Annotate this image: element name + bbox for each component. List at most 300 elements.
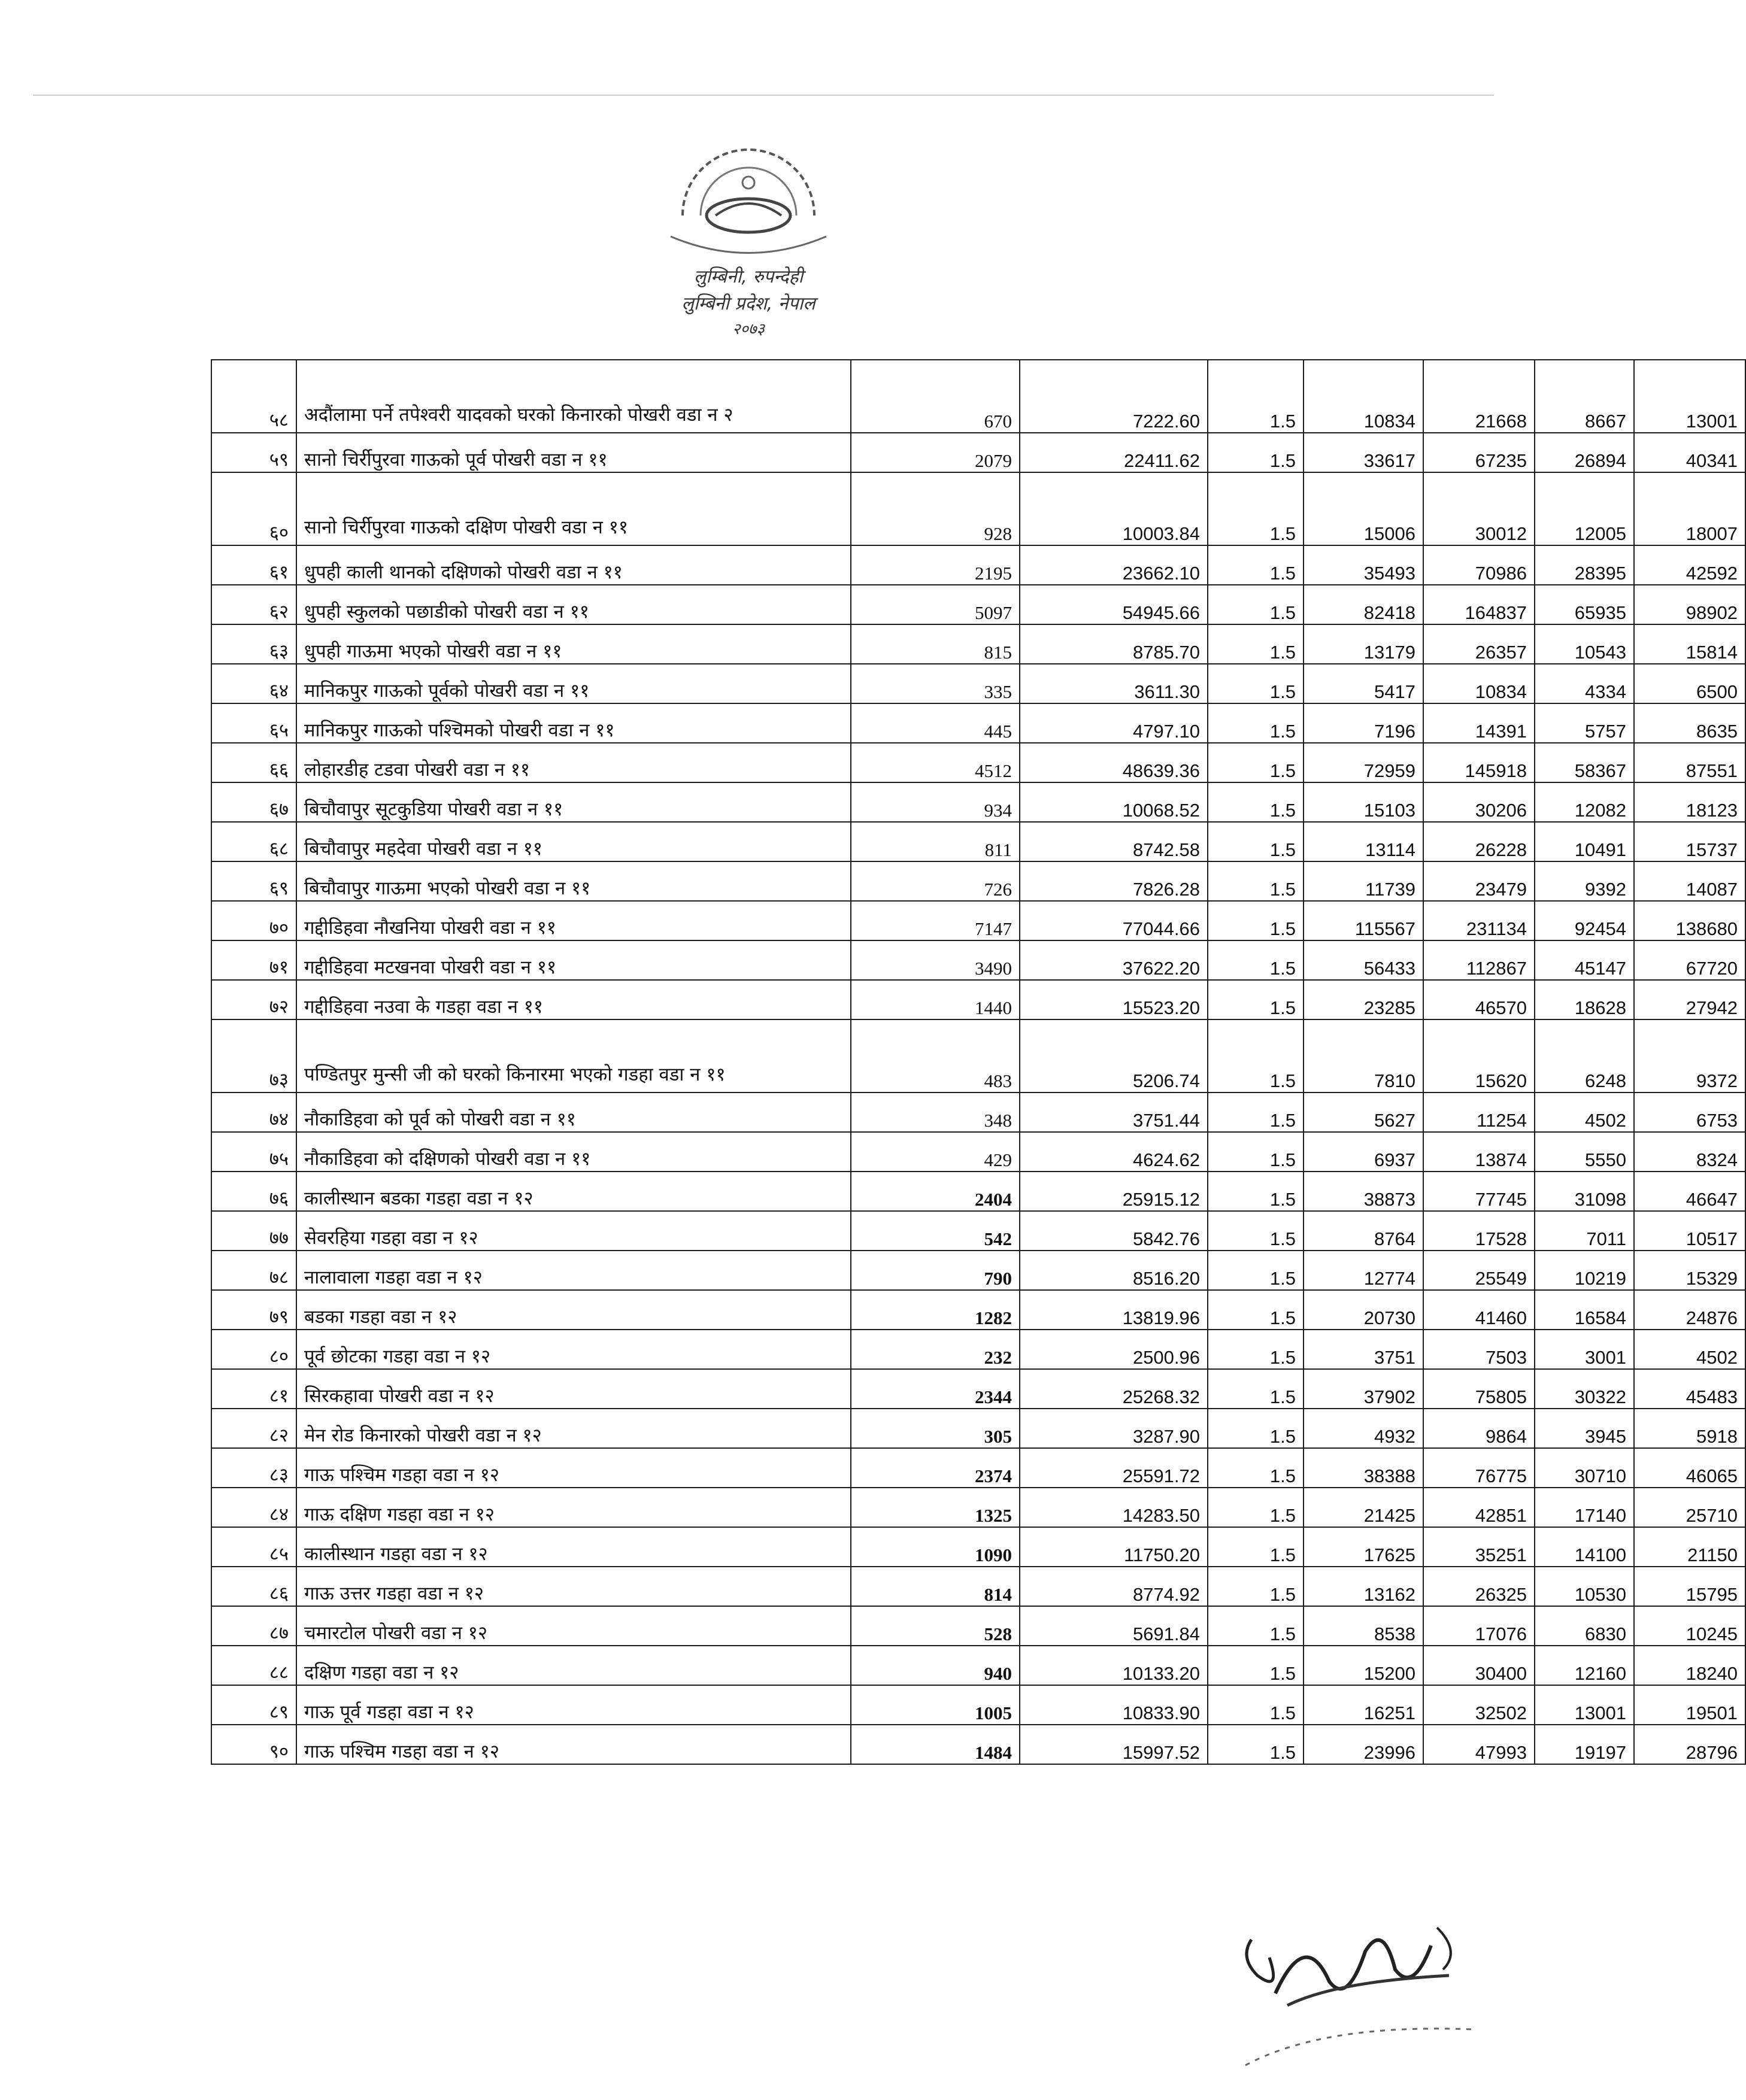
rate-cell: 1.5 [1208, 545, 1304, 585]
amount-1-cell: 23996 [1304, 1725, 1423, 1764]
volume-cell: 7222.60 [1020, 360, 1208, 433]
amount-1-cell: 13114 [1304, 822, 1423, 861]
amount-3-cell: 18628 [1535, 980, 1634, 1019]
area-cell: 232 [851, 1330, 1020, 1369]
amount-4-cell: 40341 [1634, 433, 1745, 472]
serial-number-cell: ६९ [211, 861, 296, 901]
amount-2-cell: 112867 [1423, 940, 1535, 980]
pond-description-cell: गद्दीडिहवा नौखनिया पोखरी वडा न ११ [296, 901, 851, 940]
rate-cell: 1.5 [1208, 980, 1304, 1019]
amount-1-cell: 4932 [1304, 1409, 1423, 1448]
volume-cell: 25268.32 [1020, 1369, 1208, 1409]
area-cell: 4512 [851, 743, 1020, 782]
pond-description-cell: दक्षिण गडहा वडा न १२ [296, 1646, 851, 1685]
table-row [211, 822, 1745, 861]
volume-cell: 10833.90 [1020, 1685, 1208, 1725]
amount-3-cell: 14100 [1535, 1527, 1634, 1567]
table-row [211, 1448, 1745, 1488]
table-row [211, 1725, 1745, 1764]
serial-number-cell: ८० [211, 1330, 296, 1369]
seal-line-1: लुम्बिनी, रुपन्देही [693, 266, 804, 287]
serial-number-cell: ८२ [211, 1409, 296, 1448]
amount-2-cell: 30400 [1423, 1646, 1535, 1685]
amount-1-cell: 15200 [1304, 1646, 1423, 1685]
amount-4-cell: 18123 [1634, 782, 1745, 822]
serial-number-cell: ५८ [211, 360, 296, 433]
amount-2-cell: 67235 [1423, 433, 1535, 472]
amount-2-cell: 26357 [1423, 624, 1535, 664]
amount-3-cell: 30322 [1535, 1369, 1634, 1409]
pond-description-cell: गाऊ दक्षिण गडहा वडा न १२ [296, 1488, 851, 1527]
amount-1-cell: 38873 [1304, 1172, 1423, 1211]
amount-4-cell: 8635 [1634, 703, 1745, 743]
rate-cell: 1.5 [1208, 1409, 1304, 1448]
area-cell: 1440 [851, 980, 1020, 1019]
amount-4-cell: 25710 [1634, 1488, 1745, 1527]
area-cell: 335 [851, 664, 1020, 703]
serial-number-cell: ७६ [211, 1172, 296, 1211]
pond-description-cell: गाऊ उत्तर गडहा वडा न १२ [296, 1567, 851, 1606]
amount-1-cell: 12774 [1304, 1251, 1423, 1290]
serial-number-cell: ८४ [211, 1488, 296, 1527]
area-cell: 1325 [851, 1488, 1020, 1527]
volume-cell: 8516.20 [1020, 1251, 1208, 1290]
amount-3-cell: 12160 [1535, 1646, 1634, 1685]
serial-number-cell: ६१ [211, 545, 296, 585]
serial-number-cell: ८५ [211, 1527, 296, 1567]
table-row [211, 1132, 1745, 1172]
serial-number-cell: ७७ [211, 1211, 296, 1251]
table-row [211, 1093, 1745, 1132]
volume-cell: 2500.96 [1020, 1330, 1208, 1369]
table-row [211, 360, 1745, 433]
table-row [211, 433, 1745, 472]
volume-cell: 4797.10 [1020, 703, 1208, 743]
amount-3-cell: 10543 [1535, 624, 1634, 664]
amount-2-cell: 231134 [1423, 901, 1535, 940]
amount-2-cell: 13874 [1423, 1132, 1535, 1172]
amount-1-cell: 6937 [1304, 1132, 1423, 1172]
rate-cell: 1.5 [1208, 433, 1304, 472]
serial-number-cell: ६५ [211, 703, 296, 743]
serial-number-cell: ७९ [211, 1290, 296, 1330]
volume-cell: 25591.72 [1020, 1448, 1208, 1488]
pond-description-cell: बडका गडहा वडा न १२ [296, 1290, 851, 1330]
amount-4-cell: 98902 [1634, 585, 1745, 624]
amount-4-cell: 67720 [1634, 940, 1745, 980]
area-cell: 1090 [851, 1527, 1020, 1567]
rate-cell: 1.5 [1208, 1019, 1304, 1093]
area-cell: 1484 [851, 1725, 1020, 1764]
amount-3-cell: 28395 [1535, 545, 1634, 585]
amount-1-cell: 17625 [1304, 1527, 1423, 1567]
pond-description-cell: गाऊ पश्चिम गडहा वडा न १२ [296, 1448, 851, 1488]
area-cell: 1005 [851, 1685, 1020, 1725]
area-cell: 934 [851, 782, 1020, 822]
volume-cell: 5691.84 [1020, 1606, 1208, 1646]
seal-emblem-icon [647, 126, 850, 263]
serial-number-cell: ६३ [211, 624, 296, 664]
amount-1-cell: 35493 [1304, 545, 1423, 585]
volume-cell: 15523.20 [1020, 980, 1208, 1019]
amount-1-cell: 5627 [1304, 1093, 1423, 1132]
serial-number-cell: ६८ [211, 822, 296, 861]
amount-2-cell: 17528 [1423, 1211, 1535, 1251]
amount-4-cell: 10517 [1634, 1211, 1745, 1251]
amount-3-cell: 4334 [1535, 664, 1634, 703]
amount-4-cell: 10245 [1634, 1606, 1745, 1646]
serial-number-cell: ७२ [211, 980, 296, 1019]
pond-description-cell: मानिकपुर गाऊको पूर्वको पोखरी वडा न ११ [296, 664, 851, 703]
area-cell: 7147 [851, 901, 1020, 940]
serial-number-cell: ६२ [211, 585, 296, 624]
volume-cell: 15997.52 [1020, 1725, 1208, 1764]
volume-cell: 22411.62 [1020, 433, 1208, 472]
rate-cell: 1.5 [1208, 1646, 1304, 1685]
amount-4-cell: 14087 [1634, 861, 1745, 901]
top-rule [33, 95, 1494, 96]
pond-description-cell: नौकाडिहवा को दक्षिणको पोखरी वडा न ११ [296, 1132, 851, 1172]
volume-cell: 14283.50 [1020, 1488, 1208, 1527]
amount-4-cell: 18240 [1634, 1646, 1745, 1685]
serial-number-cell: ८१ [211, 1369, 296, 1409]
pond-description-cell: मानिकपुर गाऊको पश्चिमको पोखरी वडा न ११ [296, 703, 851, 743]
serial-number-cell: ७८ [211, 1251, 296, 1290]
amount-3-cell: 6830 [1535, 1606, 1634, 1646]
volume-cell: 37622.20 [1020, 940, 1208, 980]
area-cell: 815 [851, 624, 1020, 664]
amount-3-cell: 7011 [1535, 1211, 1634, 1251]
serial-number-cell: ७० [211, 901, 296, 940]
serial-number-cell: ९० [211, 1725, 296, 1764]
amount-3-cell: 3001 [1535, 1330, 1634, 1369]
amount-3-cell: 12082 [1535, 782, 1634, 822]
volume-cell: 8742.58 [1020, 822, 1208, 861]
table-row [211, 1290, 1745, 1330]
amount-1-cell: 15006 [1304, 472, 1423, 545]
amount-1-cell: 56433 [1304, 940, 1423, 980]
pond-ledger-table [211, 359, 1746, 1765]
amount-1-cell: 7810 [1304, 1019, 1423, 1093]
table-row [211, 782, 1745, 822]
amount-2-cell: 75805 [1423, 1369, 1535, 1409]
volume-cell: 8785.70 [1020, 624, 1208, 664]
amount-3-cell: 31098 [1535, 1172, 1634, 1211]
amount-1-cell: 23285 [1304, 980, 1423, 1019]
amount-4-cell: 15329 [1634, 1251, 1745, 1290]
amount-3-cell: 17140 [1535, 1488, 1634, 1527]
rate-cell: 1.5 [1208, 1211, 1304, 1251]
rate-cell: 1.5 [1208, 1725, 1304, 1764]
volume-cell: 54945.66 [1020, 585, 1208, 624]
amount-3-cell: 10530 [1535, 1567, 1634, 1606]
area-cell: 483 [851, 1019, 1020, 1093]
pond-description-cell: गाऊ पश्चिम गडहा वडा न १२ [296, 1725, 851, 1764]
amount-1-cell: 38388 [1304, 1448, 1423, 1488]
amount-4-cell: 15737 [1634, 822, 1745, 861]
amount-1-cell: 72959 [1304, 743, 1423, 782]
rate-cell: 1.5 [1208, 743, 1304, 782]
volume-cell: 4624.62 [1020, 1132, 1208, 1172]
area-cell: 2374 [851, 1448, 1020, 1488]
pond-description-cell: चमारटोल पोखरी वडा न १२ [296, 1606, 851, 1646]
amount-2-cell: 7503 [1423, 1330, 1535, 1369]
amount-3-cell: 3945 [1535, 1409, 1634, 1448]
amount-4-cell: 6753 [1634, 1093, 1745, 1132]
rate-cell: 1.5 [1208, 1172, 1304, 1211]
pond-description-cell: लोहारडीह टडवा पोखरी वडा न ११ [296, 743, 851, 782]
amount-1-cell: 8764 [1304, 1211, 1423, 1251]
amount-3-cell: 12005 [1535, 472, 1634, 545]
signature-scribble-icon [1233, 1904, 1485, 2083]
volume-cell: 77044.66 [1020, 901, 1208, 940]
municipal-seal [647, 126, 850, 347]
table-row [211, 980, 1745, 1019]
table-row [211, 585, 1745, 624]
amount-2-cell: 30206 [1423, 782, 1535, 822]
rate-cell: 1.5 [1208, 1685, 1304, 1725]
rate-cell: 1.5 [1208, 1369, 1304, 1409]
rate-cell: 1.5 [1208, 940, 1304, 980]
area-cell: 348 [851, 1093, 1020, 1132]
amount-1-cell: 33617 [1304, 433, 1423, 472]
amount-1-cell: 21425 [1304, 1488, 1423, 1527]
amount-3-cell: 6248 [1535, 1019, 1634, 1093]
rate-cell: 1.5 [1208, 861, 1304, 901]
pond-description-cell: धुपही स्कुलको पछाडीको पोखरी वडा न ११ [296, 585, 851, 624]
amount-1-cell: 13179 [1304, 624, 1423, 664]
amount-2-cell: 11254 [1423, 1093, 1535, 1132]
amount-4-cell: 27942 [1634, 980, 1745, 1019]
amount-1-cell: 5417 [1304, 664, 1423, 703]
serial-number-cell: ८३ [211, 1448, 296, 1488]
amount-3-cell: 92454 [1535, 901, 1634, 940]
amount-2-cell: 76775 [1423, 1448, 1535, 1488]
amount-3-cell: 58367 [1535, 743, 1634, 782]
area-cell: 528 [851, 1606, 1020, 1646]
table-row [211, 1409, 1745, 1448]
amount-2-cell: 32502 [1423, 1685, 1535, 1725]
amount-3-cell: 5757 [1535, 703, 1634, 743]
amount-4-cell: 21150 [1634, 1527, 1745, 1567]
area-cell: 670 [851, 360, 1020, 433]
pond-description-cell: धुपही गाऊमा भएको पोखरी वडा न ११ [296, 624, 851, 664]
seal-line-3: २०७३ [732, 320, 765, 338]
area-cell: 305 [851, 1409, 1020, 1448]
table-row [211, 664, 1745, 703]
table-row [211, 1172, 1745, 1211]
pond-description-cell: गाऊ पूर्व गडहा वडा न १२ [296, 1685, 851, 1725]
pond-description-cell: सिरकहावा पोखरी वडा न १२ [296, 1369, 851, 1409]
volume-cell: 13819.96 [1020, 1290, 1208, 1330]
serial-number-cell: ८६ [211, 1567, 296, 1606]
amount-2-cell: 14391 [1423, 703, 1535, 743]
table-row [211, 1646, 1745, 1685]
table-row [211, 545, 1745, 585]
amount-3-cell: 65935 [1535, 585, 1634, 624]
rate-cell: 1.5 [1208, 624, 1304, 664]
area-cell: 928 [851, 472, 1020, 545]
area-cell: 726 [851, 861, 1020, 901]
rate-cell: 1.5 [1208, 472, 1304, 545]
rate-cell: 1.5 [1208, 1488, 1304, 1527]
volume-cell: 3287.90 [1020, 1409, 1208, 1448]
pond-description-cell: बिचौवापुर सूटकुडिया पोखरी वडा न ११ [296, 782, 851, 822]
amount-3-cell: 9392 [1535, 861, 1634, 901]
rate-cell: 1.5 [1208, 585, 1304, 624]
volume-cell: 10068.52 [1020, 782, 1208, 822]
amount-3-cell: 19197 [1535, 1725, 1634, 1764]
area-cell: 445 [851, 703, 1020, 743]
pond-description-cell: नालावाला गडहा वडा न १२ [296, 1251, 851, 1290]
pond-description-cell: बिचौवापुर गाऊमा भएको पोखरी वडा न ११ [296, 861, 851, 901]
amount-3-cell: 10219 [1535, 1251, 1634, 1290]
rate-cell: 1.5 [1208, 1448, 1304, 1488]
area-cell: 814 [851, 1567, 1020, 1606]
serial-number-cell: ७४ [211, 1093, 296, 1132]
amount-3-cell: 13001 [1535, 1685, 1634, 1725]
rate-cell: 1.5 [1208, 1132, 1304, 1172]
amount-2-cell: 41460 [1423, 1290, 1535, 1330]
volume-cell: 10133.20 [1020, 1646, 1208, 1685]
rate-cell: 1.5 [1208, 1330, 1304, 1369]
amount-2-cell: 47993 [1423, 1725, 1535, 1764]
table-row [211, 1211, 1745, 1251]
rate-cell: 1.5 [1208, 664, 1304, 703]
table-row [211, 1488, 1745, 1527]
amount-1-cell: 20730 [1304, 1290, 1423, 1330]
volume-cell: 25915.12 [1020, 1172, 1208, 1211]
table-row [211, 1606, 1745, 1646]
volume-cell: 8774.92 [1020, 1567, 1208, 1606]
pond-description-cell: सानो चिर्रीपुरवा गाऊको दक्षिण पोखरी वडा न ११ [296, 472, 851, 545]
amount-1-cell: 37902 [1304, 1369, 1423, 1409]
pond-description-cell: सेवरहिया गडहा वडा न १२ [296, 1211, 851, 1251]
rate-cell: 1.5 [1208, 782, 1304, 822]
amount-2-cell: 25549 [1423, 1251, 1535, 1290]
amount-4-cell: 87551 [1634, 743, 1745, 782]
official-signature [1233, 1904, 1485, 2083]
area-cell: 1282 [851, 1290, 1020, 1330]
serial-number-cell: ७३ [211, 1019, 296, 1093]
amount-1-cell: 8538 [1304, 1606, 1423, 1646]
amount-3-cell: 45147 [1535, 940, 1634, 980]
amount-1-cell: 15103 [1304, 782, 1423, 822]
serial-number-cell: ६६ [211, 743, 296, 782]
serial-number-cell: ६० [211, 472, 296, 545]
pond-description-cell: अदौंलामा पर्ने तपेश्वरी यादवको घरको किनारको पोखरी वडा न २ [296, 360, 851, 433]
amount-4-cell: 19501 [1634, 1685, 1745, 1725]
area-cell: 429 [851, 1132, 1020, 1172]
serial-number-cell: ५९ [211, 433, 296, 472]
amount-1-cell: 11739 [1304, 861, 1423, 901]
seal-line-2: लुम्बिनी प्रदेश, नेपाल [681, 293, 816, 314]
amount-3-cell: 8667 [1535, 360, 1634, 433]
amount-1-cell: 13162 [1304, 1567, 1423, 1606]
amount-2-cell: 23479 [1423, 861, 1535, 901]
area-cell: 790 [851, 1251, 1020, 1290]
amount-4-cell: 15814 [1634, 624, 1745, 664]
area-cell: 2079 [851, 433, 1020, 472]
rate-cell: 1.5 [1208, 1251, 1304, 1290]
volume-cell: 23662.10 [1020, 545, 1208, 585]
rate-cell: 1.5 [1208, 1606, 1304, 1646]
area-cell: 2404 [851, 1172, 1020, 1211]
ledger-body [211, 360, 1745, 1764]
pond-description-cell: कालीस्थान बडका गडहा वडा न १२ [296, 1172, 851, 1211]
amount-4-cell: 46065 [1634, 1448, 1745, 1488]
area-cell: 2195 [851, 545, 1020, 585]
rate-cell: 1.5 [1208, 901, 1304, 940]
amount-4-cell: 13001 [1634, 360, 1745, 433]
amount-2-cell: 21668 [1423, 360, 1535, 433]
table-row [211, 1685, 1745, 1725]
table-row [211, 703, 1745, 743]
volume-cell: 5206.74 [1020, 1019, 1208, 1093]
volume-cell: 7826.28 [1020, 861, 1208, 901]
rate-cell: 1.5 [1208, 822, 1304, 861]
pond-description-cell: मेन रोड किनारको पोखरी वडा न १२ [296, 1409, 851, 1448]
amount-4-cell: 24876 [1634, 1290, 1745, 1330]
amount-4-cell: 6500 [1634, 664, 1745, 703]
table-row [211, 1019, 1745, 1093]
amount-2-cell: 26325 [1423, 1567, 1535, 1606]
volume-cell: 5842.76 [1020, 1211, 1208, 1251]
table-row [211, 940, 1745, 980]
amount-2-cell: 17076 [1423, 1606, 1535, 1646]
serial-number-cell: ७१ [211, 940, 296, 980]
volume-cell: 3751.44 [1020, 1093, 1208, 1132]
amount-4-cell: 4502 [1634, 1330, 1745, 1369]
amount-1-cell: 7196 [1304, 703, 1423, 743]
table-row [211, 472, 1745, 545]
serial-number-cell: ७५ [211, 1132, 296, 1172]
table-row [211, 1527, 1745, 1567]
amount-4-cell: 138680 [1634, 901, 1745, 940]
amount-1-cell: 82418 [1304, 585, 1423, 624]
amount-2-cell: 26228 [1423, 822, 1535, 861]
table-row [211, 1330, 1745, 1369]
volume-cell: 10003.84 [1020, 472, 1208, 545]
table-row [211, 1369, 1745, 1409]
pond-description-cell: गद्दीडिहवा नउवा के गडहा वडा न ११ [296, 980, 851, 1019]
amount-4-cell: 15795 [1634, 1567, 1745, 1606]
rate-cell: 1.5 [1208, 1527, 1304, 1567]
amount-4-cell: 18007 [1634, 472, 1745, 545]
amount-1-cell: 10834 [1304, 360, 1423, 433]
amount-2-cell: 46570 [1423, 980, 1535, 1019]
pond-description-cell: नौकाडिहवा को पूर्व को पोखरी वडा न ११ [296, 1093, 851, 1132]
amount-2-cell: 30012 [1423, 472, 1535, 545]
pond-description-cell: पण्डितपुर मुन्सी जी को घरको किनारमा भएको गडहा वडा न ११ [296, 1019, 851, 1093]
amount-4-cell: 5918 [1634, 1409, 1745, 1448]
amount-2-cell: 9864 [1423, 1409, 1535, 1448]
amount-1-cell: 3751 [1304, 1330, 1423, 1369]
serial-number-cell: ८७ [211, 1606, 296, 1646]
rate-cell: 1.5 [1208, 360, 1304, 433]
amount-4-cell: 46647 [1634, 1172, 1745, 1211]
amount-4-cell: 8324 [1634, 1132, 1745, 1172]
amount-2-cell: 70986 [1423, 545, 1535, 585]
serial-number-cell: ८९ [211, 1685, 296, 1725]
rate-cell: 1.5 [1208, 1567, 1304, 1606]
amount-3-cell: 10491 [1535, 822, 1634, 861]
area-cell: 940 [851, 1646, 1020, 1685]
amount-3-cell: 5550 [1535, 1132, 1634, 1172]
table-row [211, 901, 1745, 940]
serial-number-cell: ६७ [211, 782, 296, 822]
pond-description-cell: कालीस्थान गडहा वडा न १२ [296, 1527, 851, 1567]
